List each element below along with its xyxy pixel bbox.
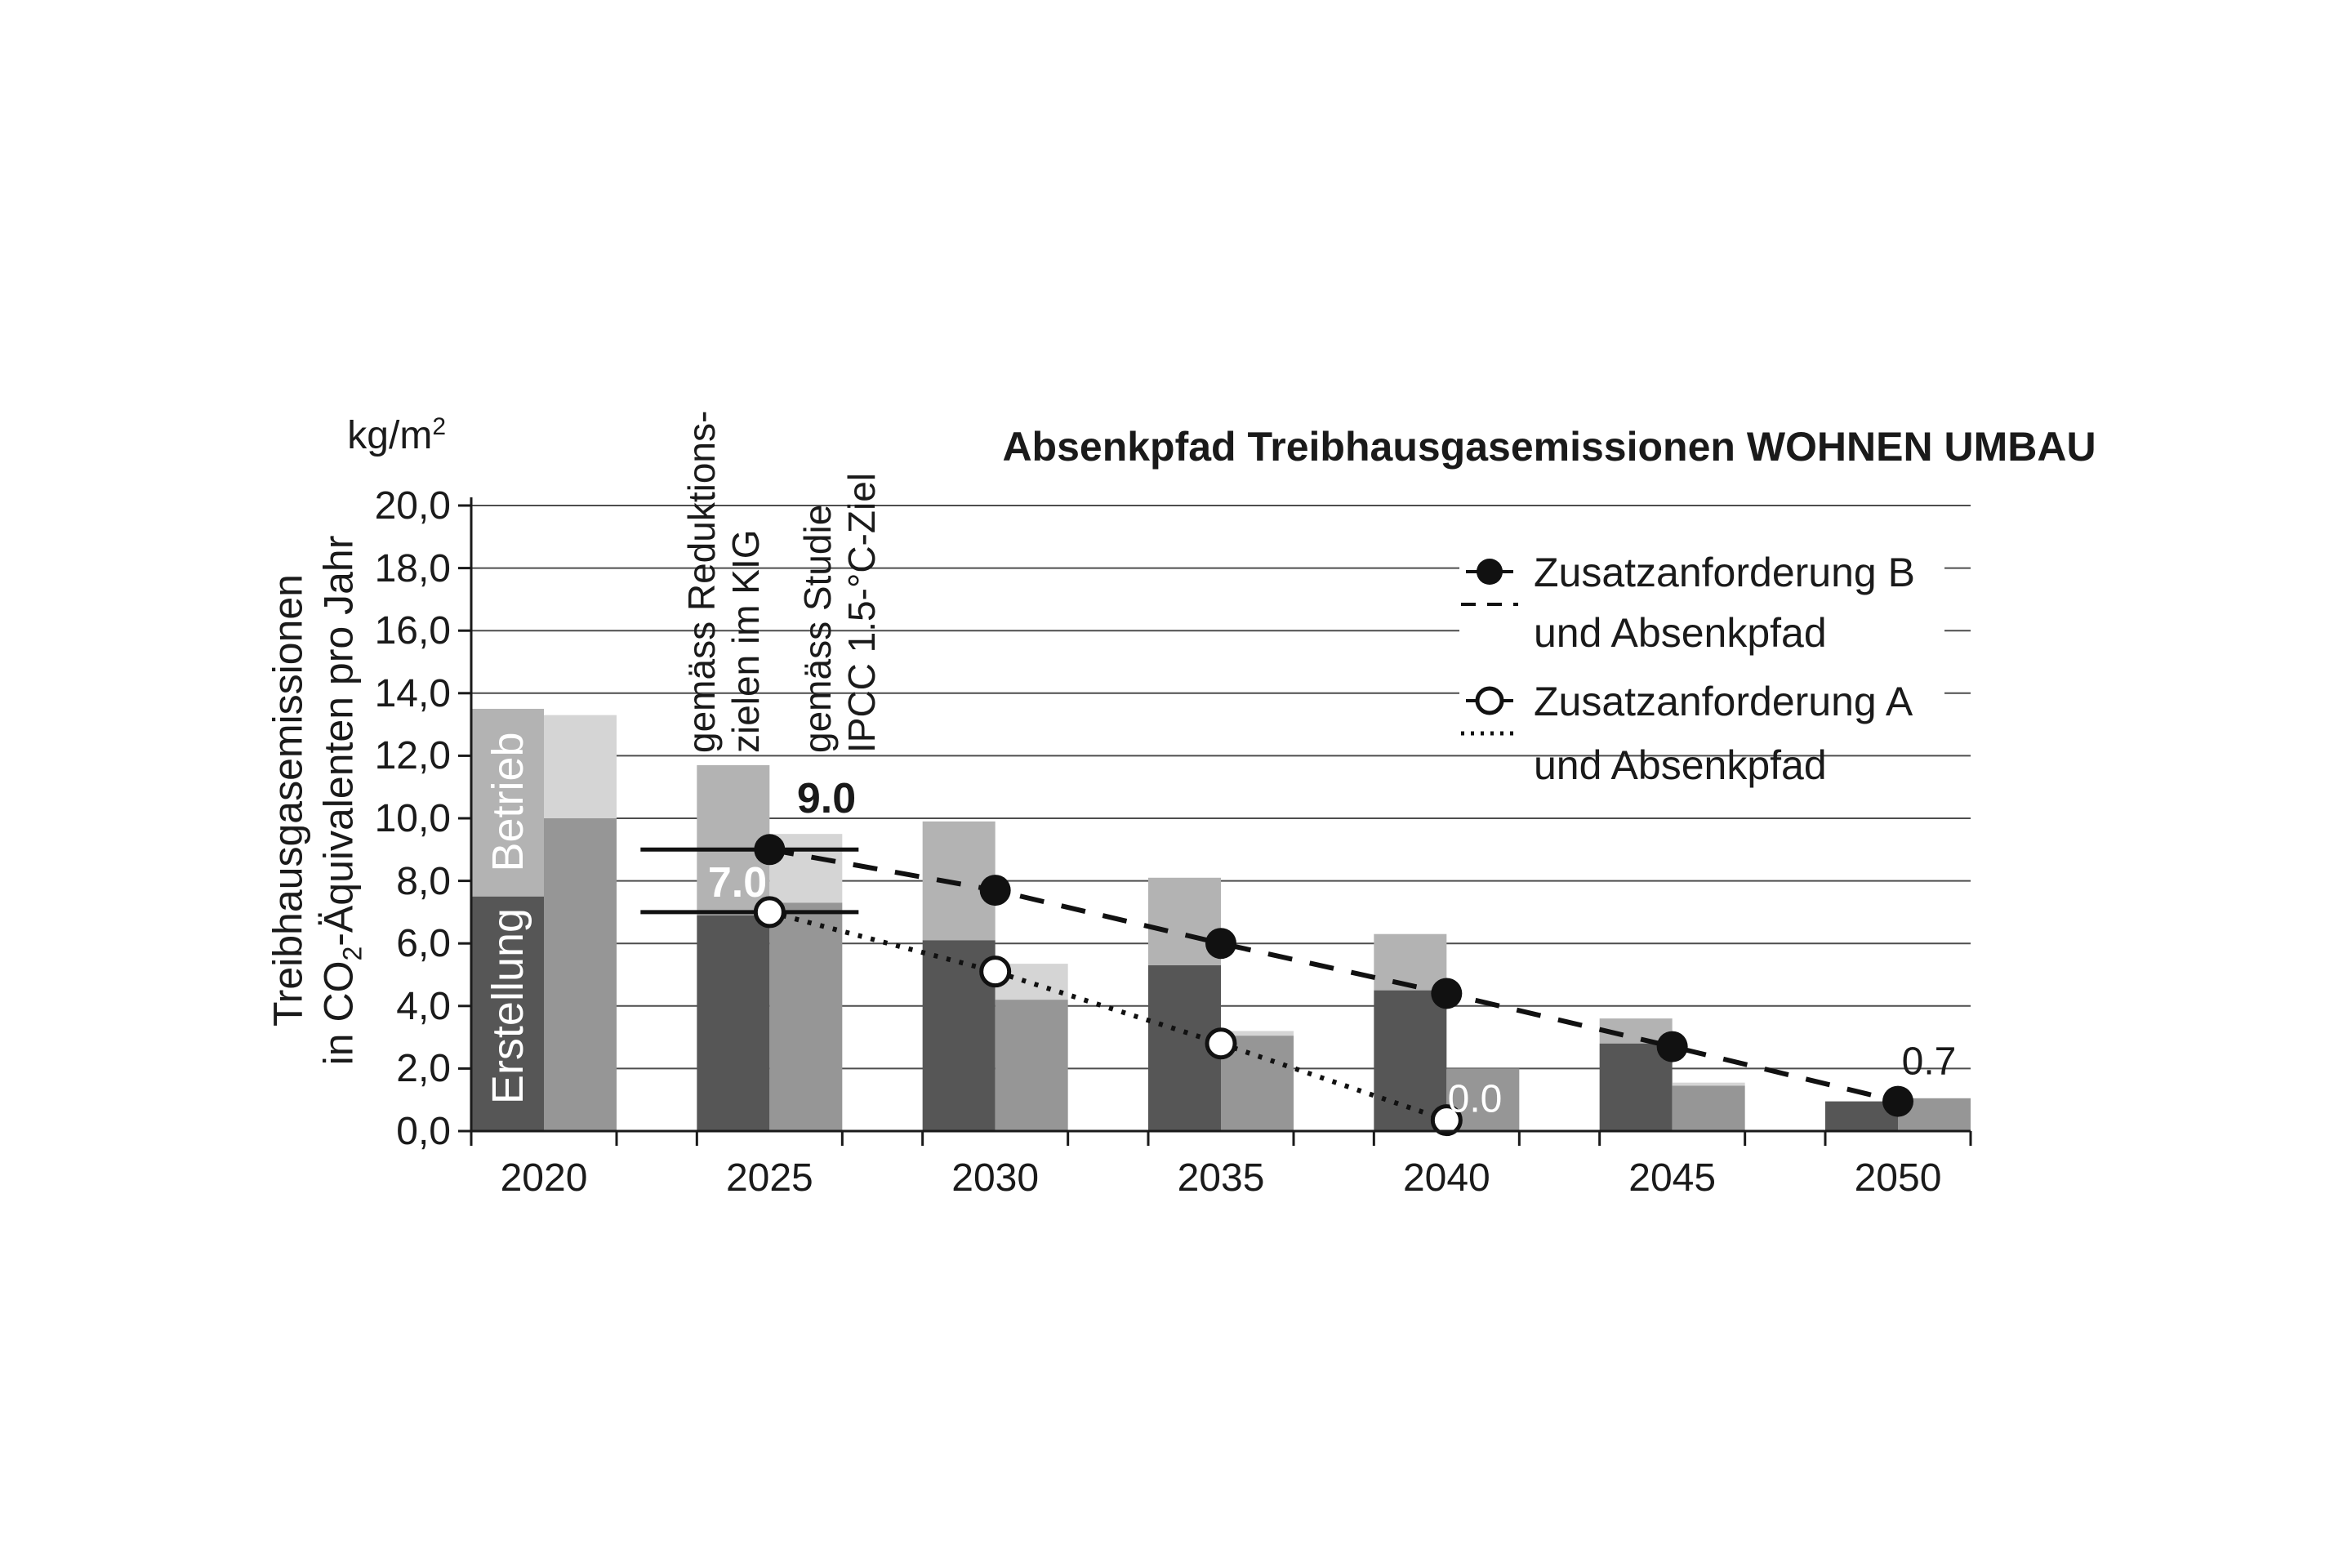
legend-label-b: Zusatzanforderung B xyxy=(1534,550,1915,595)
bar-segment-label-erstellung: Erstellung xyxy=(483,907,532,1105)
x-tick-label: 2040 xyxy=(1402,1156,1490,1200)
y-tick-label: 2,0 xyxy=(396,1047,451,1091)
y-tick-label: 4,0 xyxy=(396,984,451,1028)
legend-marker-filled xyxy=(1477,559,1503,585)
marker-filled xyxy=(1431,978,1462,1009)
bar-variant-lower xyxy=(996,1000,1068,1131)
value-label-a-2025: 7.0 xyxy=(707,859,768,906)
y-tick-label: 14,0 xyxy=(374,671,451,715)
x-tick-label: 2020 xyxy=(500,1156,588,1200)
legend-marker-open xyxy=(1477,688,1502,713)
bar-variant-lower xyxy=(1673,1085,1745,1131)
x-tick-label: 2035 xyxy=(1177,1156,1265,1200)
y-tick-label: 16,0 xyxy=(374,609,451,653)
value-label-b-2050: 0.7 xyxy=(1901,1040,1957,1084)
value-label-b-2025: 9.0 xyxy=(796,775,857,822)
marker-filled xyxy=(980,875,1011,906)
bar-betrieb xyxy=(1374,934,1446,991)
y-tick-label: 6,0 xyxy=(396,922,451,966)
x-tick-label: 2045 xyxy=(1628,1156,1717,1200)
x-tick-label: 2030 xyxy=(951,1156,1040,1200)
value-label-a-2040: 0.0 xyxy=(1447,1077,1503,1121)
marker-filled xyxy=(1882,1086,1913,1117)
y-tick-label: 20,0 xyxy=(374,484,451,528)
y-tick-label: 0,0 xyxy=(396,1110,451,1153)
bar-variant-lower xyxy=(544,818,617,1131)
y-tick-label: 12,0 xyxy=(374,734,451,778)
bar-variant-upper xyxy=(544,715,617,818)
y-tick-label: 18,0 xyxy=(374,546,451,590)
x-tick-label: 2025 xyxy=(725,1156,813,1200)
bar-variant-upper xyxy=(1673,1083,1745,1086)
bar-segment-label-betrieb: Betrieb xyxy=(483,732,532,872)
legend-label-a: Zusatzanforderung A xyxy=(1534,679,1913,724)
bar-variant-lower xyxy=(769,902,842,1131)
marker-filled xyxy=(1657,1031,1688,1062)
x-tick-label: 2050 xyxy=(1854,1156,1942,1200)
legend-label-a-line2: und Absenkpfad xyxy=(1534,742,1827,788)
annotation-kig: gemäss Reduktions- zielen im KIG xyxy=(680,410,767,753)
marker-open xyxy=(982,958,1009,986)
y-tick-label: 8,0 xyxy=(396,859,451,903)
chart-title: Absenkpfad Treibhausgasemissionen WOHNEN UMBAU xyxy=(1002,424,2096,470)
y-axis-unit: $kg/m^2$ xyxy=(347,413,446,457)
legend-label-b-line2: und Absenkpfad xyxy=(1534,610,1827,656)
bar-erstellung xyxy=(697,915,769,1131)
annotation-ipcc: gemäss Studie IPCC 1.5-°C-Ziel xyxy=(796,472,883,753)
y-axis-title: Treibhausgasemissionen in $CO_2$-Äquivalenten pro Jahr xyxy=(265,535,368,1066)
y-tick-label: 10,0 xyxy=(374,797,451,840)
marker-filled xyxy=(1205,928,1236,959)
marker-open xyxy=(1207,1030,1235,1058)
